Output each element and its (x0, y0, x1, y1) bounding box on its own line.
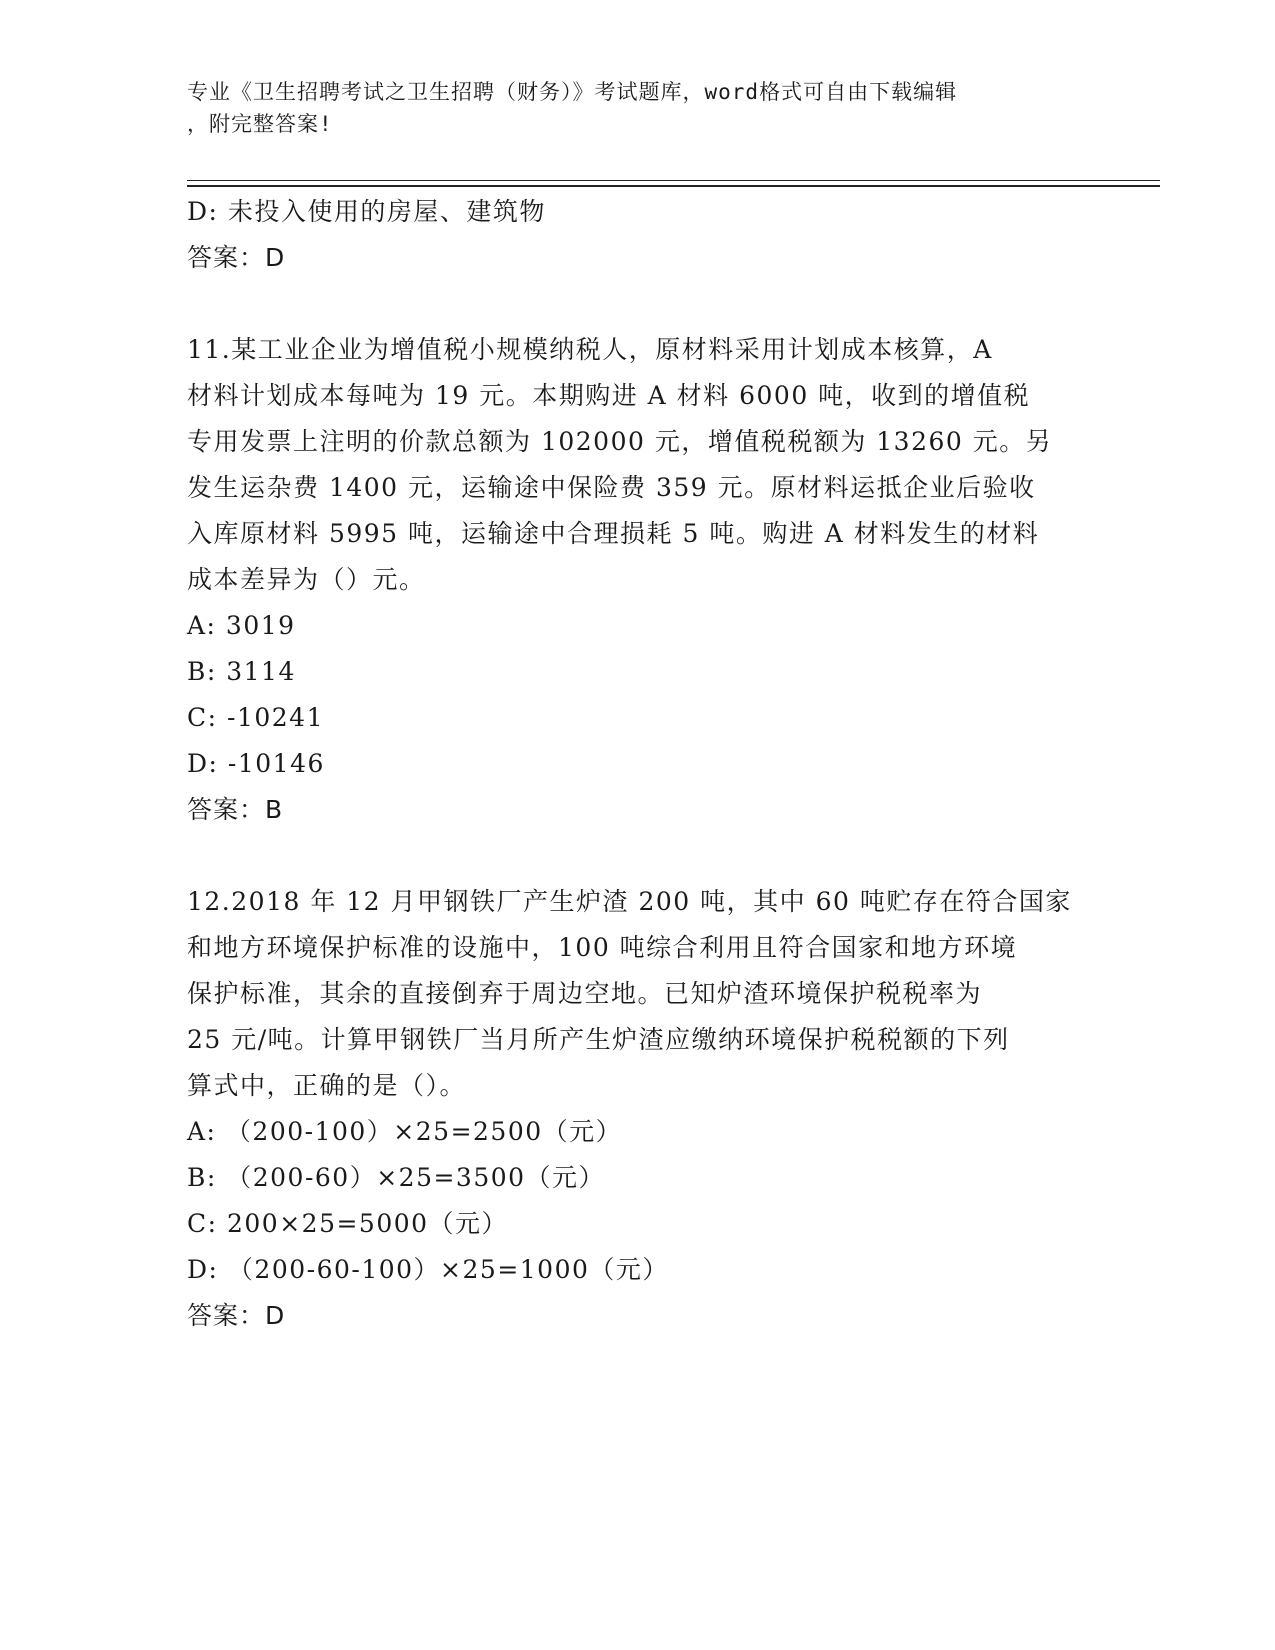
question-12-option-c: C: 200×25=5000（元） (187, 1209, 509, 1238)
prev-question-answer: 答案：D (187, 243, 286, 272)
document-body (187, 189, 1087, 1339)
header-rule-thin (187, 180, 1160, 181)
header-line-2: ，附完整答案! (187, 112, 333, 136)
spacer (187, 281, 1087, 327)
question-11-option-b: B: 3114 (187, 657, 296, 686)
prev-question-option-d: D: 未投入使用的房屋、建筑物 (187, 197, 546, 226)
question-12 (187, 879, 1087, 1339)
question-12-stem-line: 25 元/吨。计算甲钢铁厂当月所产生炉渣应缴纳环境保护税税额的下列 (187, 1025, 1010, 1054)
question-11-stem-line: 成本差异为（）元。 (187, 565, 426, 594)
document-header (187, 76, 1087, 140)
question-11-stem-line: 入库原材料 5995 吨，运输途中合理损耗 5 吨。购进 A 材料发生的材料 (187, 519, 1040, 548)
question-11-option-c: C: -10241 (187, 703, 324, 732)
question-11-option-d: D: -10146 (187, 749, 325, 778)
question-11-stem-line: 发生运杂费 1400 元，运输途中保险费 359 元。原材料运抵企业后验收 (187, 473, 1036, 502)
question-11-option-a: A: 3019 (187, 611, 296, 640)
question-11-stem-line: 11.某工业企业为增值税小规模纳税人，原材料采用计划成本核算，A (187, 335, 993, 364)
header-rule-thick (187, 185, 1160, 187)
question-11 (187, 327, 1087, 833)
question-12-stem-line: 和地方环境保护标准的设施中，100 吨综合利用且符合国家和地方环境 (187, 933, 1018, 962)
question-12-option-d: D: （200-60-100）×25=1000（元） (187, 1255, 669, 1284)
question-12-stem-line: 算式中，正确的是（）。 (187, 1071, 467, 1100)
question-11-stem-line: 材料计划成本每吨为 19 元。本期购进 A 材料 6000 吨，收到的增值税 (187, 381, 1031, 410)
spacer (187, 833, 1087, 879)
question-12-stem-line: 12.2018 年 12 月甲钢铁厂产生炉渣 200 吨，其中 60 吨贮存在符合国家 (187, 887, 1072, 916)
header-line-1: 专业《卫生招聘考试之卫生招聘（财务）》考试题库，word格式可自由下载编辑 (187, 80, 958, 104)
question-12-option-a: A: （200-100）×25=2500（元） (187, 1117, 623, 1146)
question-11-answer: 答案：B (187, 795, 284, 824)
question-11-stem-line: 专用发票上注明的价款总额为 102000 元，增值税税额为 13260 元。另 (187, 427, 1053, 456)
question-12-stem-line: 保护标准，其余的直接倒弃于周边空地。已知炉渣环境保护税税率为 (187, 979, 983, 1008)
question-12-option-b: B: （200-60）×25=3500（元） (187, 1163, 606, 1192)
question-12-answer: 答案：D (187, 1301, 286, 1330)
